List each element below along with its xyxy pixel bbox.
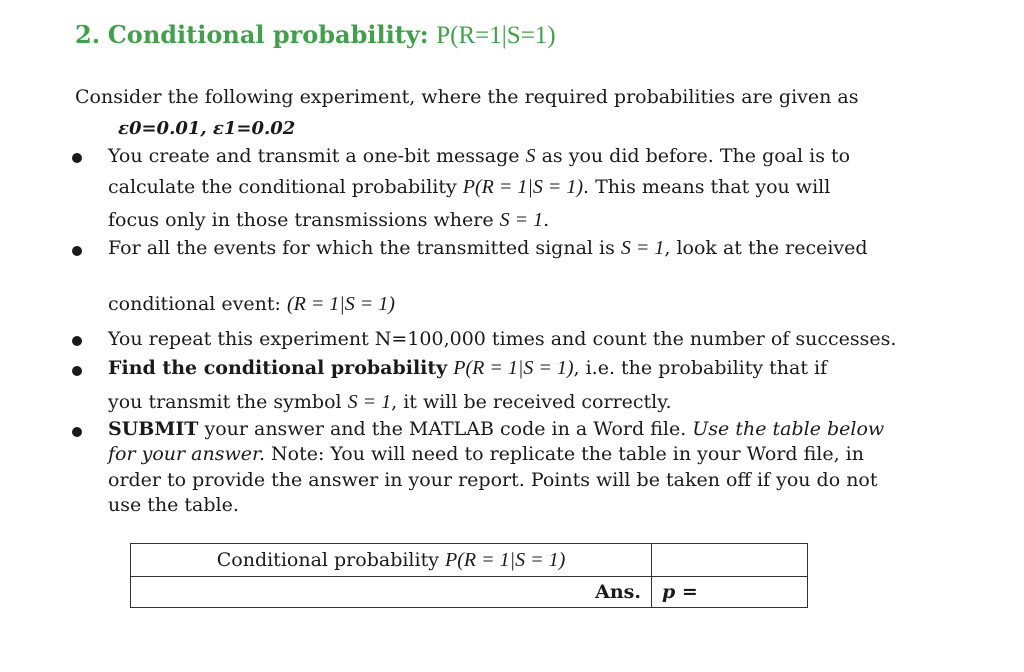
- bullet-1-line-1: You create and transmit a one-bit message S as you did before. The goal is to: [108, 145, 851, 167]
- bullet-dot-4: [72, 366, 82, 376]
- answer-table-label-cell: Conditional probability P(R = 1|S = 1): [131, 544, 652, 577]
- answer-label-cell: Ans.: [131, 577, 652, 608]
- bullet-dot-5: [72, 427, 82, 437]
- bullet-5-line-2: for your answer. Note: You will need to replicate the table in your Word file, in: [108, 443, 864, 465]
- answer-value-cell[interactable]: p =: [652, 577, 808, 608]
- section-number: 2.: [75, 20, 101, 49]
- section-title: Conditional probability:: [107, 20, 429, 49]
- bullet-3-line-1: You repeat this experiment N=100,000 times and count the number of successes.: [108, 328, 897, 350]
- answer-table-row-2: [131, 577, 808, 608]
- bullet-5-line-3: order to provide the answer in your report. Points will be taken off if you do not: [108, 469, 878, 491]
- bullet-dot-1: [72, 153, 82, 163]
- bullet-2-line-2: conditional event: (R = 1|S = 1): [108, 293, 395, 315]
- intro-text: Consider the following experiment, where the required probabilities are given as: [75, 86, 859, 108]
- bullet-5-line-4: use the table.: [108, 494, 239, 516]
- bullet-5-line-1: SUBMIT your answer and the MATLAB code in a Word file. Use the table below: [108, 418, 885, 440]
- bullet-dot-2: [72, 246, 82, 256]
- bullet-2-line-1: For all the events for which the transmitted signal is S = 1, look at the received: [108, 237, 868, 259]
- bullet-1-line-2: calculate the conditional probability P(R = 1|S = 1). This means that you will: [108, 176, 831, 198]
- bullet-dot-3: [72, 336, 82, 346]
- answer-table: [130, 543, 808, 608]
- bullet-1-line-3: focus only in those transmissions where S = 1.: [108, 209, 550, 231]
- answer-table-value-cell[interactable]: [652, 544, 808, 577]
- bullet-4-line-2: you transmit the symbol S = 1, it will be received correctly.: [108, 391, 672, 413]
- bullet-4-line-1: Find the conditional probability P(R = 1|S = 1), i.e. the probability that if: [108, 357, 828, 379]
- answer-table-row-1: [131, 544, 808, 577]
- epsilon-values: ε0=0.01, ε1=0.02: [118, 118, 296, 139]
- section-formula: P(R=1|S=1): [436, 22, 556, 49]
- section-heading: [75, 20, 556, 50]
